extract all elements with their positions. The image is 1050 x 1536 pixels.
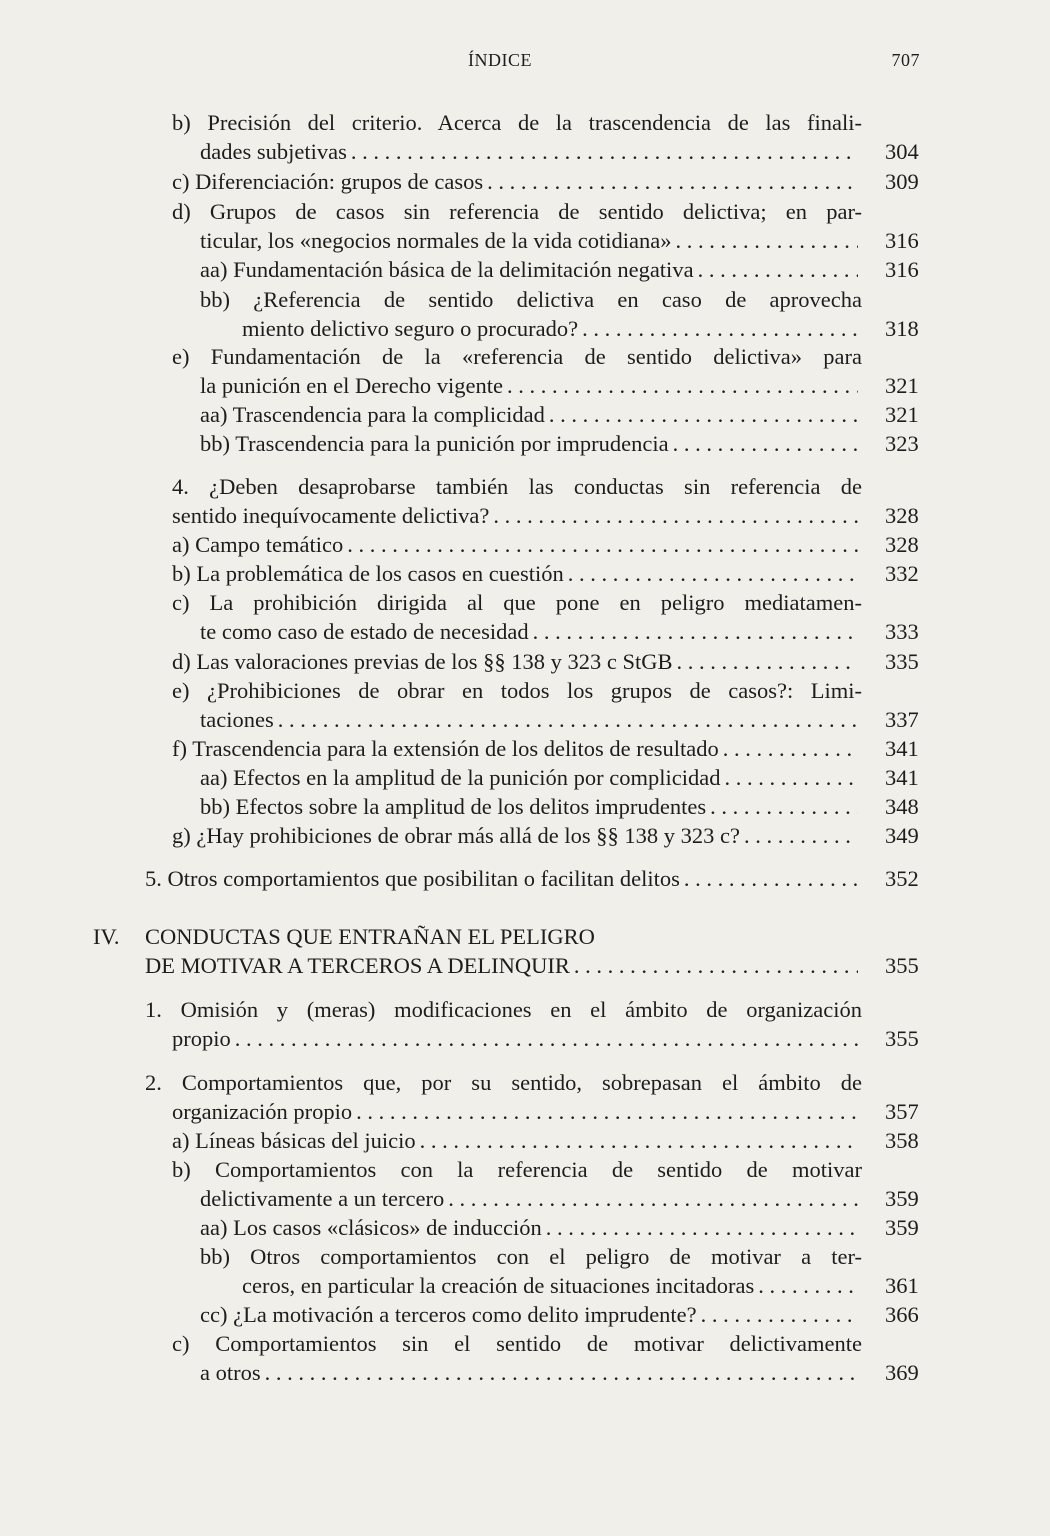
dot-leader	[546, 1213, 858, 1242]
toc-entry-line[interactable]	[172, 167, 862, 196]
toc-entry-title: c) La prohibición dirigida al que pone en peligro mediatamen-	[172, 590, 862, 615]
toc-page-number[interactable]: 348	[885, 794, 919, 819]
toc-entry-title: aa) Efectos en la amplitud de la punición por complicidad	[200, 765, 721, 790]
dot-leader	[568, 559, 858, 588]
toc-entry-title-continued: taciones	[200, 707, 274, 732]
toc-entry-title: bb) ¿Referencia de sentido delictiva en caso de aprovecha	[200, 287, 862, 312]
dot-leader	[744, 821, 858, 850]
toc-entry-line[interactable]	[200, 792, 862, 821]
toc-entry-title: aa) Los casos «clásicos» de inducción	[200, 1215, 542, 1240]
dot-leader	[356, 1097, 858, 1126]
toc-entry-line[interactable]	[172, 1126, 862, 1155]
toc-entry-line[interactable]	[200, 137, 862, 166]
toc-entry-line[interactable]	[200, 400, 862, 429]
toc-entry-title-continued: organización propio	[172, 1099, 353, 1124]
toc-entry-line[interactable]	[172, 588, 862, 617]
toc-entry-line[interactable]	[145, 1068, 862, 1097]
dot-leader	[677, 647, 858, 676]
dot-leader	[723, 734, 858, 763]
toc-entry-title: 5. Otros comportamientos que posibilitan o facilitan delitos	[145, 866, 680, 891]
toc-page-number[interactable]: 316	[885, 257, 919, 282]
dot-leader	[448, 1184, 858, 1213]
toc-page-number[interactable]: 355	[885, 953, 919, 978]
toc-entry-line[interactable]	[200, 429, 862, 458]
toc-entry-line[interactable]	[200, 617, 862, 646]
toc-page-number[interactable]: 355	[885, 1026, 919, 1051]
toc-entry-title-continued: miento delictivo seguro o procurado?	[242, 316, 579, 341]
toc-page-number[interactable]: 359	[885, 1215, 919, 1240]
toc-entry-line[interactable]	[200, 1213, 862, 1242]
toc-entry-title: 4. ¿Deben desaprobarse también las conductas sin referencia de	[172, 474, 862, 499]
toc-entry-title: aa) Fundamentación básica de la delimitación negativa	[200, 257, 694, 282]
toc-entry-line[interactable]	[200, 255, 862, 284]
toc-entry-title: d) Las valoraciones previas de los §§ 138 y 323 c StGB	[172, 649, 673, 674]
dot-leader	[724, 763, 858, 792]
dot-leader	[507, 371, 858, 400]
toc-entry-line[interactable]	[200, 1242, 862, 1271]
toc-page-number[interactable]: 309	[885, 169, 919, 194]
toc-page-number[interactable]: 341	[885, 765, 919, 790]
toc-page-number[interactable]: 366	[885, 1302, 919, 1327]
toc-entry-line[interactable]	[172, 1155, 862, 1184]
toc-entry-line[interactable]	[172, 197, 862, 226]
toc-page-number[interactable]: 357	[885, 1099, 919, 1124]
toc-entry-line[interactable]	[200, 226, 862, 255]
toc-entry-title: 2. Comportamientos que, por su sentido, sobrepasan el ámbito de	[145, 1070, 862, 1095]
toc-entry-title-continued: ceros, en particular la creación de situaciones incitadoras	[242, 1273, 755, 1298]
toc-page-number[interactable]: 369	[885, 1360, 919, 1385]
toc-entry-title: b) Precisión del criterio. Acerca de la trascendencia de las finali-	[172, 110, 862, 135]
dot-leader	[758, 1271, 858, 1300]
dot-leader	[351, 137, 858, 166]
toc-entry-line[interactable]	[145, 864, 862, 893]
dot-leader	[420, 1126, 858, 1155]
dot-leader	[265, 1358, 858, 1387]
toc-entry-line[interactable]	[200, 371, 862, 400]
toc-page-number[interactable]: 318	[885, 316, 919, 341]
toc-entry-title: c) Comportamientos sin el sentido de motivar delictivamente	[172, 1331, 862, 1356]
toc-entry-title-continued: te como caso de estado de necesidad	[200, 619, 529, 644]
toc-entry-title: b) Comportamientos con la referencia de sentido de motivar	[172, 1157, 862, 1182]
toc-entry-title-continued: sentido inequívocamente delictiva?	[172, 503, 490, 528]
toc-entry-title: a) Líneas básicas del juicio	[172, 1128, 416, 1153]
toc-page-number[interactable]: 352	[885, 866, 919, 891]
dot-leader	[487, 167, 858, 196]
toc-page-number[interactable]: 328	[885, 503, 919, 528]
dot-leader	[549, 400, 858, 429]
toc-page-number[interactable]: 323	[885, 431, 919, 456]
header-title: ÍNDICE	[468, 50, 532, 70]
toc-page-number[interactable]: 337	[885, 707, 919, 732]
dot-leader	[493, 501, 858, 530]
toc-page-number[interactable]: 304	[885, 139, 919, 164]
toc-entry-title: f) Trascendencia para la extensión de los delitos de resultado	[172, 736, 719, 761]
dot-leader	[698, 255, 858, 284]
toc-entry-line[interactable]	[172, 559, 862, 588]
toc-entry-title: b) La problemática de los casos en cuestión	[172, 561, 564, 586]
toc-entry-line[interactable]	[242, 314, 862, 343]
toc-entry-title-continued: DE MOTIVAR A TERCEROS A DELINQUIR	[145, 953, 570, 978]
toc-entry-line[interactable]	[172, 472, 862, 501]
toc-entry-line[interactable]	[172, 342, 862, 371]
toc-entry-line[interactable]	[200, 1358, 862, 1387]
toc-entry-title: d) Grupos de casos sin referencia de sentido delictiva; en par-	[172, 199, 862, 224]
toc-page-number[interactable]: 358	[885, 1128, 919, 1153]
section-roman-numeral: IV.	[93, 924, 120, 949]
toc-entry-line[interactable]	[145, 995, 862, 1024]
toc-entry-title-continued: dades subjetivas	[200, 139, 347, 164]
dot-leader	[574, 951, 858, 980]
toc-entry-title: bb) Trascendencia para la punición por imprudencia	[200, 431, 669, 456]
toc-entry-title-continued: propio	[172, 1026, 231, 1051]
toc-entry-line[interactable]	[172, 501, 862, 530]
toc-page-number[interactable]: 333	[885, 619, 919, 644]
toc-entry-line[interactable]	[145, 922, 862, 951]
dot-leader	[710, 792, 858, 821]
toc-page-number[interactable]: 316	[885, 228, 919, 253]
toc-entry-line[interactable]	[172, 676, 862, 705]
dot-leader	[701, 1300, 858, 1329]
toc-page-number[interactable]: 359	[885, 1186, 919, 1211]
toc-entry-title: 1. Omisión y (meras) modificaciones en el ámbito de organización	[145, 997, 862, 1022]
toc-entry-line[interactable]	[172, 530, 862, 559]
toc-entry-line[interactable]	[200, 285, 862, 314]
toc-entry-title-continued: ticular, los «negocios normales de la vida cotidiana»	[200, 228, 672, 253]
dot-leader	[347, 530, 858, 559]
toc-entry-line[interactable]	[200, 1300, 862, 1329]
toc-entry-line[interactable]	[200, 1184, 862, 1213]
toc-page-number[interactable]: 328	[885, 532, 919, 557]
toc-entry-title-continued: delictivamente a un tercero	[200, 1186, 445, 1211]
dot-leader	[235, 1024, 858, 1053]
toc-entry-title: bb) Efectos sobre la amplitud de los delitos imprudentes	[200, 794, 707, 819]
toc-entry-title-continued: la punición en el Derecho vigente	[200, 373, 504, 398]
toc-page-number[interactable]: 321	[885, 402, 919, 427]
dot-leader	[582, 314, 858, 343]
running-header	[0, 50, 1050, 76]
toc-page-number[interactable]: 341	[885, 736, 919, 761]
toc-entry-title-continued: a otros	[200, 1360, 261, 1385]
toc-page-number[interactable]: 349	[885, 823, 919, 848]
toc-entry-line[interactable]	[172, 1024, 862, 1053]
header-page-number: 707	[891, 50, 920, 70]
toc-entry-line[interactable]	[172, 734, 862, 763]
dot-leader	[684, 864, 858, 893]
toc-entry-title: aa) Trascendencia para la complicidad	[200, 402, 545, 427]
toc-entry-line[interactable]	[242, 1271, 862, 1300]
toc-entry-title: c) Diferenciación: grupos de casos	[172, 169, 484, 194]
dot-leader	[673, 429, 858, 458]
toc-entry-line[interactable]	[200, 763, 862, 792]
toc-page-number[interactable]: 321	[885, 373, 919, 398]
toc-entry-title: a) Campo temático	[172, 532, 344, 557]
dot-leader	[675, 226, 858, 255]
toc-entry-line[interactable]	[172, 1097, 862, 1126]
toc-entry-title: cc) ¿La motivación a terceros como delito imprudente?	[200, 1302, 697, 1327]
toc-page-number[interactable]: 332	[885, 561, 919, 586]
toc-entry-line[interactable]	[172, 647, 862, 676]
toc-entry-line[interactable]	[145, 951, 862, 980]
toc-entry-line[interactable]	[172, 1329, 862, 1358]
toc-entry-line[interactable]	[172, 108, 862, 137]
toc-entry-title: bb) Otros comportamientos con el peligro de motivar a ter-	[200, 1244, 862, 1269]
toc-entry-title: g) ¿Hay prohibiciones de obrar más allá de los §§ 138 y 323 c?	[172, 823, 740, 848]
toc-entry-title: e) ¿Prohibiciones de obrar en todos los grupos de casos?: Limi-	[172, 678, 862, 703]
toc-page-number[interactable]: 335	[885, 649, 919, 674]
toc-page-number[interactable]: 361	[885, 1273, 919, 1298]
dot-leader	[533, 617, 858, 646]
toc-entry-title: e) Fundamentación de la «referencia de sentido delictiva» para	[172, 344, 862, 369]
toc-entry-line[interactable]	[200, 705, 862, 734]
toc-entry-line[interactable]	[172, 821, 862, 850]
dot-leader	[278, 705, 858, 734]
toc-entry-title: CONDUCTAS QUE ENTRAÑAN EL PELIGRO	[145, 924, 595, 949]
